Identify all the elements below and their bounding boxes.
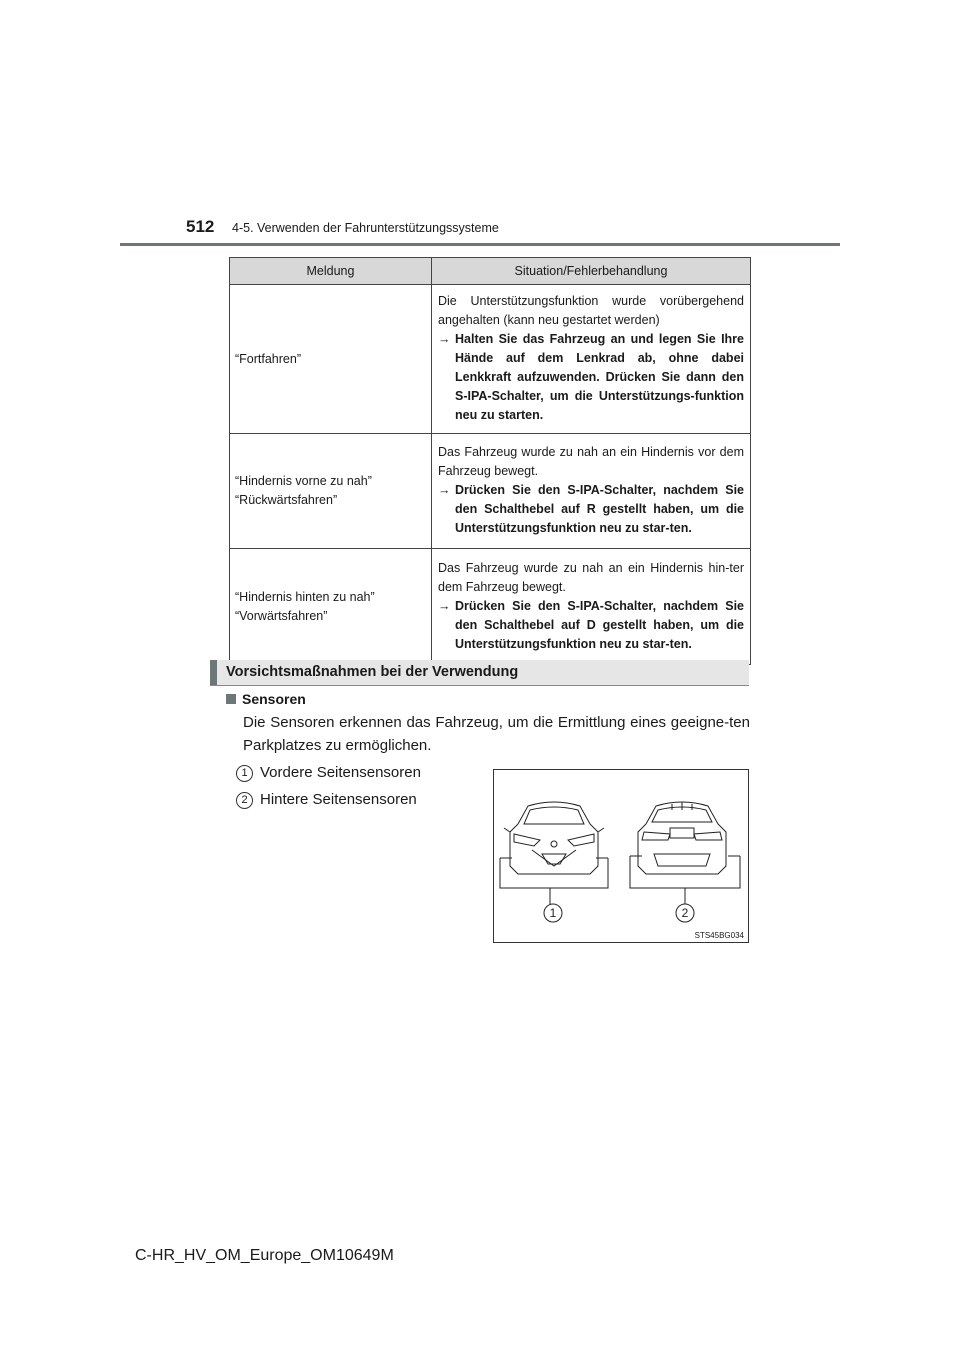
- meldung-text: “Vorwärtsfahren”: [235, 608, 328, 623]
- callout-2-label: 2: [681, 906, 689, 920]
- table-row: [230, 285, 751, 434]
- figure-code: STS45BG034: [694, 931, 744, 940]
- car-illustration: [494, 770, 748, 942]
- callout-number-icon: 2: [236, 792, 253, 809]
- table-row: [230, 434, 751, 549]
- page-number: 512: [186, 217, 215, 236]
- legend-label: Vordere Seitensensoren: [260, 764, 421, 781]
- legend-label: Hintere Seitensensoren: [260, 791, 417, 808]
- callout-1-label: 1: [549, 906, 557, 920]
- situation-text: Das Fahrzeug wurde zu nah an ein Hindernis hin-ter dem Fahrzeug bewegt.: [438, 560, 744, 594]
- meldung-text: “Fortfahren”: [235, 351, 301, 366]
- meldung-text: “Hindernis hinten zu nah”: [235, 589, 375, 604]
- meldung-text: “Hindernis vorne zu nah”: [235, 474, 372, 488]
- situation-text: Die Unterstützungsfunktion wurde vorübergehend angehalten (kann neu gestartet werden): [438, 294, 744, 327]
- meldung-cell: [230, 549, 432, 665]
- arrow-icon: →: [438, 483, 451, 497]
- sensor-figure: [493, 769, 749, 943]
- meldung-cell: [230, 434, 432, 549]
- chapter-title: 4-5. Verwenden der Fahrunterstützungssysteme: [232, 221, 499, 235]
- subsection-text: Die Sensoren erkennen das Fahrzeug, um die Ermittlung eines geeigne-ten Parkplatzes zu ermöglichen.: [243, 714, 750, 754]
- meldung-text: “Rückwärtsfahren”: [235, 493, 338, 507]
- situation-cell: [432, 285, 751, 434]
- action-text: [438, 597, 744, 654]
- footer-document-id: C-HR_HV_OM_Europe_OM10649M: [135, 1247, 394, 1264]
- header-situation: Situation/Fehlerbehandlung: [432, 258, 751, 285]
- callout-number-icon: 1: [236, 765, 253, 782]
- header-rule: [120, 243, 840, 246]
- legend-item: [236, 764, 421, 782]
- subsection-heading: [226, 691, 306, 707]
- message-table: [229, 257, 751, 665]
- action-label: Drücken Sie den S-IPA-Schalter, nachdem Sie den Schalthebel auf R gestellt haben, um die Unterstützungsfunktion neu zu star-ten.: [455, 483, 744, 535]
- subsection-title: Sensoren: [242, 691, 306, 707]
- situation-text: Das Fahrzeug wurde zu nah an ein Hindernis vor dem Fahrzeug bewegt.: [438, 445, 744, 478]
- action-label: Drücken Sie den S-IPA-Schalter, nachdem Sie den Schalthebel auf D gestellt haben, um die Unterstützungsfunktion neu zu star-ten.: [455, 598, 744, 651]
- section-accent: [210, 660, 217, 685]
- front-car-icon: [504, 802, 604, 874]
- arrow-icon: →: [438, 332, 451, 346]
- situation-cell: [432, 434, 751, 549]
- table-header-row: [230, 258, 751, 285]
- arrow-icon: →: [438, 598, 451, 613]
- rear-car-icon: [638, 802, 726, 874]
- situation-cell: [432, 549, 751, 665]
- action-text: [438, 330, 744, 425]
- section-title: Vorsichtsmaßnahmen bei der Verwendung: [226, 664, 519, 680]
- action-label: Halten Sie das Fahrzeug an und legen Sie Ihre Hände auf dem Lenkrad ab, ohne dabei Lenkkraft aufzuwenden. Drücken Sie dann den S-IPA-Schalter, um die Unterstützungs-funktion neu zu starten.: [455, 332, 744, 422]
- square-bullet-icon: [226, 694, 236, 704]
- header-meldung: Meldung: [230, 258, 432, 285]
- meldung-cell: [230, 285, 432, 434]
- section-heading: [210, 660, 749, 686]
- action-text: [438, 481, 744, 538]
- sensor-zones: [500, 856, 740, 904]
- legend-item: [236, 791, 417, 809]
- table-row: [230, 549, 751, 665]
